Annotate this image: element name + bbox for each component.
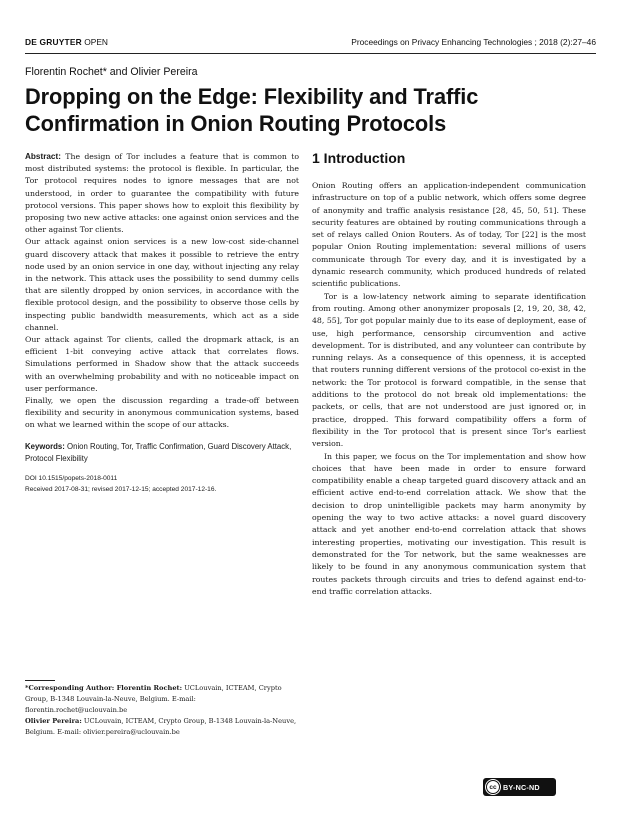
publisher-bold: DE GRUYTER	[25, 37, 82, 47]
journal-citation: Proceedings on Privacy Enhancing Technologies ; 2018 (2):27–46	[351, 37, 596, 47]
publisher-name	[25, 37, 108, 47]
intro-paragraph-2: Tor is a low-latency network aiming to separate identification from routing. Among other anonymizer proposals [2, 19, 20, 38, 42, 48, 55], Tor got popular mainly due to its ease of deployment, ease of use, high performance, censorship circumvention and active development. Tor is distributed, and any volunteer can contribute by running relays. As a consequence of this openness, it is accepted that routers running different versions of the protocol co-exist in the network: the Tor protocol is forward compatible, in the sense that additions to the protocol do not break old implementations: the packets, or cells, that are not understood are just ignored or, in practice, dropped. This forward compatibility offers a form of flexibility in the Tor protocol that is present since Tor's earliest version.	[312, 291, 586, 449]
header-divider	[25, 53, 596, 54]
intro-paragraph-1: Onion Routing offers an application-independent communication infrastructure on top of a public network, which offers some degree of anonymity and traffic analysis resistance [28, 45, 50, 51]. These security features are obtained by routing communications through a set of relays called Onion Routers. As of today, Tor [22] is the most popular Onion Routing implementation: several millions of users communicate through Tor every day, and it is investigated by a dynamic research community, which produced hundreds of related scientific publications.	[312, 181, 586, 289]
intro-paragraph-3: In this paper, we focus on the Tor implementation and show how choices that have been made in order to ensure forward compatibility enable a cheap targeted guard discovery attack and an efficient active end-to-end correlation attack. We show that the decision to drop unintelligible packets may harm anonymity by opening the way to two active attacks: a novel guard discovery attack and yet another end-to-end correlation attack that shows interesting properties, motivating our investigation. This result is demonstrated for the Tor network, but the same weaknesses are likely to be found in any anonymous communication system that routes packets through circuits and tries to defend against end-to-end traffic correlation attacks.	[312, 451, 586, 596]
footnote-author-1-label: *Corresponding Author: Florentin Rochet:	[25, 684, 183, 692]
author-line: Florentin Rochet* and Olivier Pereira	[25, 66, 198, 78]
doi-link[interactable]: DOI 10.1515/popets-2018-0011	[25, 474, 118, 482]
abstract-text-1: The design of Tor includes a feature that is common to most distributed systems: the protocol is flexible. In particular, the Tor protocol requires nodes to ignore messages that are not understood, in order to guarantee the compatibility with future protocol versions. This paper shows how to exploit this flexibility by proposing two new active attacks: one against onion services and the other against Tor clients.	[25, 152, 299, 235]
keywords-label: Keywords:	[25, 441, 65, 451]
abstract-paragraph-1	[25, 151, 299, 236]
author-footnote	[25, 683, 299, 738]
left-column	[25, 151, 299, 496]
license-label: BY-NC-ND	[503, 782, 540, 792]
footnote-author-2-label: Olivier Pereira:	[25, 717, 82, 725]
keywords-text: Onion Routing, Tor, Traffic Confirmation, Guard Discovery Attack, Protocol Flexibility	[25, 441, 292, 464]
license-badge[interactable]	[483, 778, 556, 796]
abstract-paragraph-2: Our attack against onion services is a new low-cost side-channel guard discovery attack that makes it possible to retrieve the entry node used by an onion service in one day, without injecting any relay in the network. This attack uses the possibility to send dummy cells that are silently dropped by onion services, in accordance with the flexible protocol design, and the possibility to observe those cells by inspecting public bandwidth measurements, which act as a side channel.	[25, 237, 299, 332]
footnote-author-1	[25, 683, 299, 716]
footnote-author-2	[25, 716, 299, 738]
right-column	[312, 180, 586, 598]
abstract-label: Abstract:	[25, 152, 61, 161]
received-dates: Received 2017-08-31; revised 2017-12-15; accepted 2017-12-16.	[25, 486, 217, 494]
keywords	[25, 441, 299, 466]
article-meta	[25, 473, 299, 496]
footnote-author-2-text: UCLouvain, ICTEAM, Crypto Group, B-1348 Louvain-la-Neuve, Belgium. E-mail: olivier.pereira@uclouvain.be	[25, 717, 297, 736]
section-heading: 1 Introduction	[312, 150, 406, 166]
running-header	[25, 37, 596, 51]
footnote-author-1-text: UCLouvain, ICTEAM, Crypto Group, B-1348 Louvain-la-Neuve, Belgium. E-mail: florentin.rochet@uclouvain.be	[25, 684, 282, 714]
footnote-divider	[25, 680, 55, 681]
abstract-paragraph-3: Our attack against Tor clients, called the dropmark attack, is an efficient 1-bit conveying active attack that correlates flows. Simulations performed in Shadow show that the attack succeeds with an overwhelming probability and with no noticeable impact on user performance.	[25, 335, 299, 393]
abstract-paragraph-4: Finally, we open the discussion regarding a trade-off between flexibility and security in anonymous communication systems, based on what we learned within the scope of our attacks.	[25, 396, 299, 430]
cc-icon: cc	[486, 780, 500, 794]
paper-title: Dropping on the Edge: Flexibility and Traffic Confirmation in Onion Routing Protocols	[25, 84, 479, 136]
publisher-light: OPEN	[84, 37, 108, 47]
